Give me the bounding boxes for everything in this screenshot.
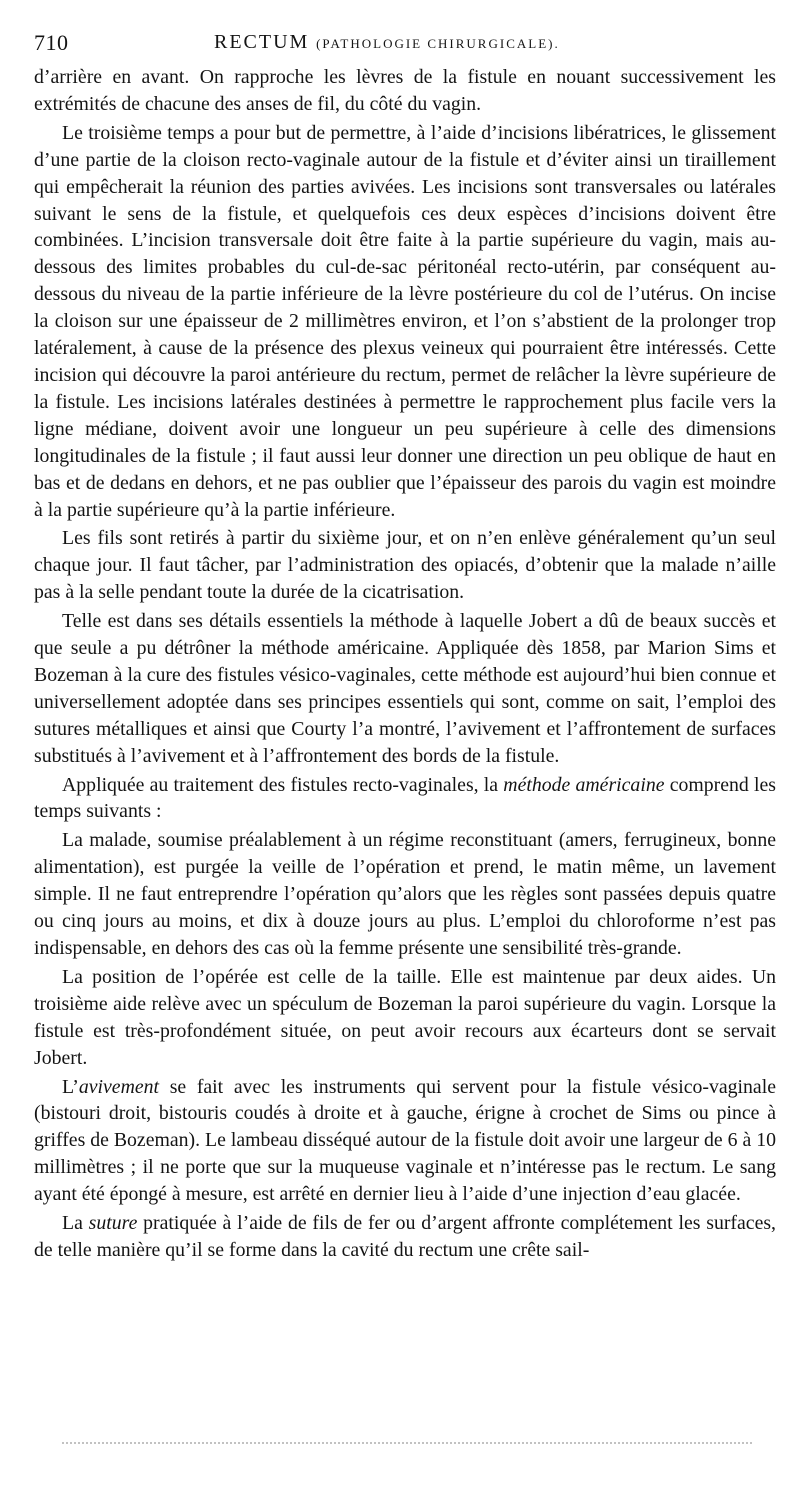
paragraph-3: [34, 525, 776, 606]
paragraph-text: L’: [62, 1075, 79, 1098]
page-header: [34, 22, 776, 66]
italic-term: avivement: [78, 1075, 160, 1098]
running-head-subtitle: (PATHOLOGIE CHIRURGICALE).: [316, 36, 560, 51]
paragraph-5: [34, 772, 776, 826]
paragraph-8: [34, 1074, 776, 1209]
page-number: 710: [34, 30, 69, 55]
paragraph-text: Le troisième temps a pour but de permettre, à l’aide d’incisions libératrices, le glissement d’une partie de la cloison recto-vaginale autour de la fistule et d’éviter ainsi un tiraillement qui empêcherait la réunion des parties avivées. Les incisions sont transversales ou latérales suivant le sens de la fistule, et quelquefois ces deux espèces d’incisions doivent être combinées. L’incision transversale doit être faite à la partie supérieure du vagin, mais au-dessous des limites probables du cul-de-sac péritonéal recto-utérin, par conséquent au-dessous du niveau de la partie inférieure de la lèvre postérieure du col de l’utérus. On incise la cloison sur une épaisseur de 2 millimètres environ, et l’on s’abstient de la prolonger trop latéralement, à cause de la présence des plexus veineux qui pourraient être intéressés. Cette incision qui découvre la paroi antérieure du rectum, permet de relâcher la lèvre supérieure de la fistule. Les incisions latérales destinées à permettre le rapprochement plus facile vers la ligne médiane, doivent avoir une longueur un peu supérieure à celle des dimensions longitudinales de la fistule ; il faut aussi leur donner une direction un peu oblique de haut en bas et de dedans en dehors, et ne pas oublier que l’épaisseur des parois du vagin est moindre à la partie supérieure qu’à la partie inférieure.: [34, 121, 776, 521]
paragraph-7: [34, 964, 776, 1072]
paragraph-text: Telle est dans ses détails essentiels la méthode à laquelle Jobert a dû de beaux succès et que seule a pu détrôner la méthode américaine. Appliquée dès 1858, par Marion Sims et Bozeman à la cure des fistules vésico-vaginales, cette méthode est aujourd’hui bien connue et universellement adoptée dans ses principes essentiels qui sont, comme on sait, l’emploi des sutures métalliques et ainsi que Courty l’a montré, l’avivement et l’affrontement de surfaces substitués à l’avivement et à l’affrontement des bords de la fistule.: [34, 610, 776, 767]
paragraph-4: [34, 608, 776, 769]
paragraph-text: Les fils sont retirés à partir du sixième jour, et on n’en enlève généralement qu’un seul chaque jour. Il faut tâcher, par l’administration des opiacés, d’obtenir que la malade n’aille pas à la selle pendant toute la durée de la cicatrisation.: [34, 527, 776, 604]
paragraph-text: se fait avec les instruments qui servent pour la fistule vésico-vaginale (bistouri droit, bistouris coudés à droite et à gauche, érigne à crochet de Sims ou pince à griffes de Bozeman). Le lambeau disséqué autour de la fistule doit avoir une largeur de 6 à 10 millimètres ; il ne porte que sur la muqueuse vaginale et n’intéresse pas le rectum. Le sang ayant été épongé à mesure, est arrêté en dernier lieu à l’aide d’une injection d’eau glacée.: [34, 1075, 776, 1206]
paragraph-text: La: [62, 1212, 89, 1235]
paragraph-1: [34, 64, 776, 118]
italic-term: suture: [88, 1212, 138, 1235]
paragraph-text: Appliquée au traitement des fistules recto-vaginales, la: [62, 773, 504, 796]
running-head-title: RECTUM: [214, 31, 310, 53]
paragraph-2: [34, 120, 776, 524]
footer-rule: [62, 1442, 752, 1452]
paragraph-text: pratiquée à l’aide de fils de fer ou d’argent affronte complétement les surfaces, de telle manière qu’il se forme dans la cavité du rectum une crête sail-: [34, 1212, 776, 1261]
running-head: [214, 31, 560, 54]
paragraph-text: La malade, soumise préalablement à un régime reconstituant (amers, ferrugineux, bonne alimentation), est purgée la veille de l’opération et prend, le matin même, un lavement simple. Il ne faut entreprendre l’opération qu’alors que les règles sont passées depuis quatre ou cinq jours au moins, et dix à douze jours au plus. L’emploi du chloroforme n’est pas indispensable, en dehors des cas où la femme présente une sensibilité très-grande.: [34, 829, 776, 959]
body-text: [34, 64, 776, 1264]
paragraph-text: comprend les temps suivants :: [34, 773, 776, 823]
paragraph-text: d’arrière en avant. On rapproche les lèvres de la fistule en nouant successivement les extrémités de chacune des anses de fil, du côté du vagin.: [34, 66, 776, 115]
book-page: [34, 22, 776, 1261]
paragraph-text: La position de l’opérée est celle de la taille. Elle est maintenue par deux aides. Un troisième aide relève avec un spéculum de Bozeman la paroi supérieure du vagin. Lorsque la fistule est très-profondément située, on peut avoir recours aux écarteurs dont se servait Jobert.: [34, 965, 776, 1069]
paragraph-9: [34, 1210, 776, 1264]
italic-term: méthode américaine: [503, 773, 665, 796]
paragraph-6: [34, 827, 776, 962]
